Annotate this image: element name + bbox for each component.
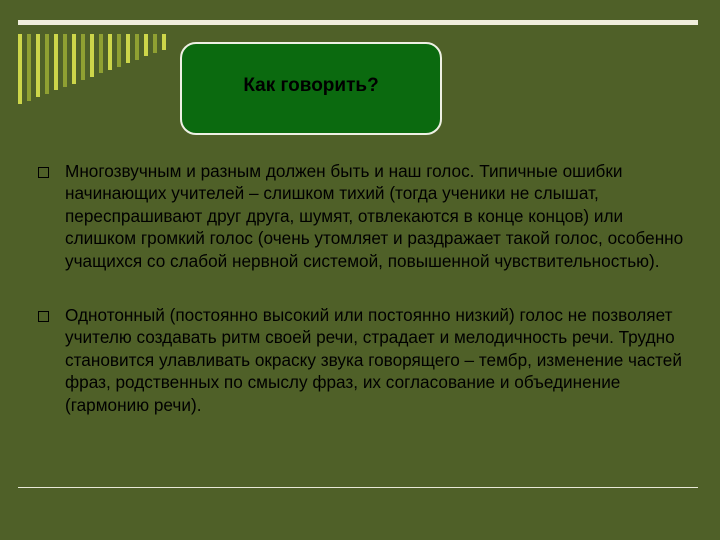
decorative-stripe: [45, 34, 49, 94]
decorative-stripe: [63, 34, 67, 87]
hollow-square-icon: [38, 167, 49, 178]
decorative-stripe: [126, 34, 130, 63]
bullet-text: Многозвучным и разным должен быть и наш голос. Типичные ошибки начинающих учителей – слишком тихий (тогда ученики не слышат, переспрашивают друг друга, шумят, отвлекаются в конце концов) или слишком громкий голос (очень утомляет и раздражает такой голос, особенно учащихся со слабой нервной системой, повышенной чувствительностью).: [65, 161, 684, 271]
decorative-stripe: [117, 34, 121, 67]
bottom-rule: [18, 487, 698, 488]
top-rule: [18, 20, 698, 25]
bullet-text: Однотонный (постоянно высокий или постоянно низкий) голос не позволяет учителю создавать ритм своей речи, страдает и мелодичность речи. Трудно становится улавливать окраску звука говорящего – тембр, изменение частей фраз, родственных по смыслу фраз, их согласование и объединение (гармонию речи).: [65, 305, 682, 415]
bullet-item: [38, 304, 688, 416]
decorative-stripe: [144, 34, 148, 56]
decorative-stripe: [27, 34, 31, 101]
decorative-stripe: [99, 34, 103, 73]
decorative-stripe: [153, 34, 157, 53]
decorative-stripes: [18, 34, 188, 104]
decorative-stripe: [90, 34, 94, 77]
bullet-item: [38, 160, 688, 272]
hollow-square-icon: [38, 311, 49, 322]
bullet-list: [38, 160, 688, 416]
decorative-stripe: [36, 34, 40, 97]
decorative-stripe: [72, 34, 76, 84]
slide-title: Как говорить?: [243, 74, 379, 96]
title-box: [180, 42, 442, 135]
decorative-stripe: [162, 34, 166, 50]
decorative-stripe: [108, 34, 112, 70]
decorative-stripe: [18, 34, 22, 104]
decorative-stripe: [54, 34, 58, 90]
decorative-stripe: [81, 34, 85, 80]
decorative-stripe: [135, 34, 139, 60]
